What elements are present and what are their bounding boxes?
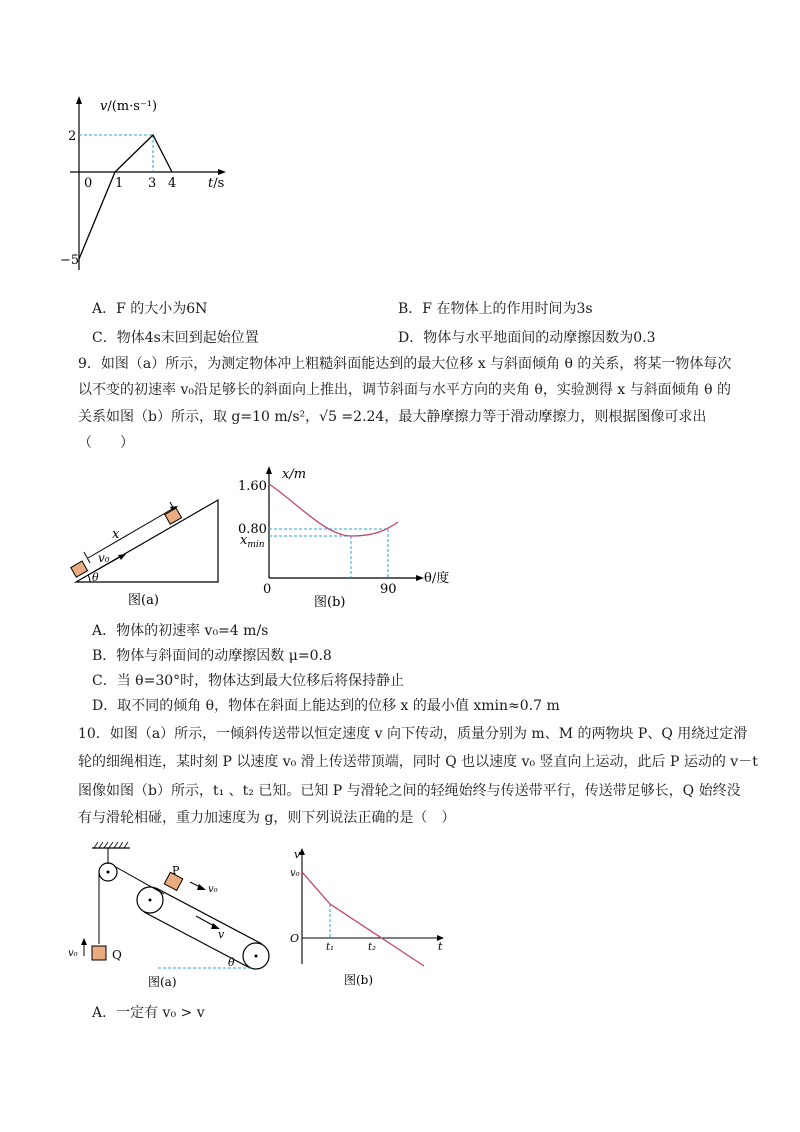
q9-option-c[interactable]: C．当 θ=30°时，物体达到最大位移后将保持静止 <box>92 673 405 689</box>
q10-figure-b <box>288 844 458 990</box>
q9-stem-line2: 以不变的初速率 v₀沿足够长的斜面向上推出，调节斜面与水平方向的夹角 θ，实验测得 x 与斜面倾角 θ 的 <box>78 382 731 398</box>
q10a-label-v0-q: v₀ <box>68 948 78 959</box>
q9-stem-line1: 9．如图（a）所示，为测定物体冲上粗糙斜面能达到的最大位移 x 与斜面倾角 θ 的关系，将某一物体每次 <box>78 356 732 372</box>
q8-option-b[interactable]: B．F 在物体上的作用时间为3s <box>398 301 593 317</box>
q9b-xlabel: θ/度 <box>424 571 450 586</box>
q8-ylabel-unit: /(m·s⁻¹) <box>107 99 158 114</box>
q9-option-d[interactable]: D．取不同的倾角 θ，物体在斜面上能达到的位移 x 的最小值 xmin≈0.7 m <box>92 698 560 714</box>
q8-tick-x1: 1 <box>115 176 124 191</box>
q9b-tick-90: 90 <box>380 582 397 597</box>
q9b-caption: 图(b) <box>314 595 346 610</box>
q10-stem-line3: 图像如图（b）所示，t₁ 、t₂ 已知。已知 P 与滑轮之间的轻绳始终与传送带平行，传送带足够长，Q 始终没 <box>78 783 741 799</box>
q9a-caption: 图(a) <box>128 593 159 608</box>
q9-stem-line3: 关系如图（b）所示，取 g=10 m/s²，√5 =2.24，最大静摩擦力等于滑动摩擦力，则根据图像可求出 <box>78 409 707 425</box>
q10a-label-P: P <box>172 864 180 877</box>
q9-figure-b <box>236 462 456 610</box>
q10b-label-v: v <box>294 848 301 861</box>
q10b-label-t1: t₁ <box>326 942 335 953</box>
q8-tick-x4: 4 <box>168 176 177 191</box>
q9b-tick-160: 1.60 <box>238 479 267 494</box>
q10-stem-line4: 有与滑轮相碰，重力加速度为 g，则下列说法正确的是（ ） <box>78 810 456 826</box>
q9b-tick-0: 0 <box>263 582 272 597</box>
q10a-label-Q: Q <box>112 948 122 962</box>
q9b-tick-080: 0.80 <box>238 522 267 537</box>
q8-xlabel-t: t <box>208 176 214 191</box>
q10b-label-v0: v₀ <box>290 868 300 879</box>
q10-figure-a <box>66 838 280 990</box>
q8-tick-y2: 2 <box>68 129 77 144</box>
q10-stem-line1: 10．如图（a）所示，一倾斜传送带以恒定速度 v 向下传动，质量分别为 m、M 的两物块 P、Q 用绕过定滑 <box>78 726 748 742</box>
q8-ylabel-v: v <box>100 99 108 114</box>
q10b-label-t: t <box>438 940 443 953</box>
svg-text:v/(m·s⁻¹) <box>100 99 157 114</box>
q9a-label-x: x <box>112 527 120 542</box>
q9-stem-line4: （ ） <box>78 435 134 451</box>
q10b-caption: 图(b) <box>344 973 374 987</box>
q10a-caption: 图(a) <box>148 975 177 989</box>
q8-option-d[interactable]: D．物体与水平地面间的动摩擦因数为0.3 <box>398 330 656 346</box>
q9b-ylabel: x/m <box>282 467 307 482</box>
q8-tick-ym5: −5 <box>60 253 80 268</box>
q10-option-a[interactable]: A．一定有 v₀ > v <box>92 1005 205 1021</box>
q8-tick-x3: 3 <box>148 176 157 191</box>
q8-vt-graph <box>60 90 240 280</box>
q10a-label-v: v <box>218 928 225 941</box>
svg-text:x/m <box>282 467 306 482</box>
q8-xlabel-unit: /s <box>213 176 225 191</box>
q8-tick-x0: 0 <box>84 176 93 191</box>
q9b-tick-xmin: x <box>240 533 248 548</box>
q10b-label-O: O <box>290 932 300 945</box>
q9-option-b[interactable]: B．物体与斜面间的动摩擦因数 μ=0.8 <box>92 648 332 664</box>
q10-stem-line2: 轮的细绳相连，某时刻 P 以速度 v₀ 滑上传送带顶端，同时 Q 也以速度 v₀ 竖直向上运动，此后 P 运动的 v－t <box>78 754 758 770</box>
q9a-label-theta: θ <box>92 571 99 584</box>
q10a-label-v0-p: v₀ <box>208 884 218 895</box>
q9-option-a[interactable]: A．物体的初速率 v₀=4 m/s <box>92 623 269 639</box>
q8-option-c[interactable]: C．物体4s末回到起始位置 <box>92 330 259 346</box>
q10a-label-theta: θ <box>228 956 235 969</box>
svg-text:t/s <box>208 176 224 191</box>
q9a-label-v0: v₀ <box>98 551 110 565</box>
q8-option-a[interactable]: A．F 的大小为6N <box>92 301 208 317</box>
q9b-tick-xmin-sub: min <box>247 540 265 550</box>
q10b-label-t2: t₂ <box>368 942 377 953</box>
q9-figure-a <box>66 470 226 610</box>
